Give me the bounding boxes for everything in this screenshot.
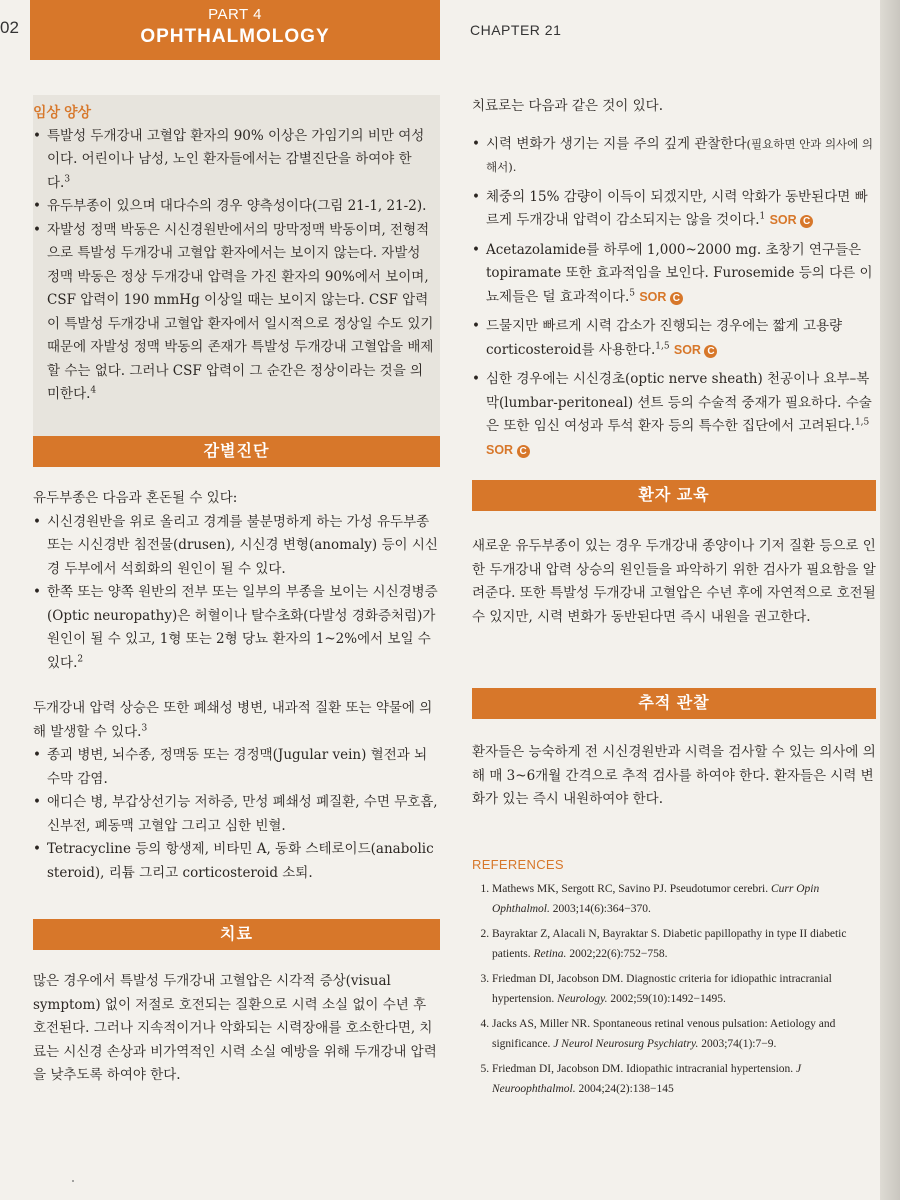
differential-section: [33, 436, 440, 885]
references-heading: REFERENCES: [472, 857, 564, 872]
list-item: • 종괴 병변, 뇌수종, 정맥동 또는 경정맥(Jugular vein) 혈전과 뇌수막 감염.: [33, 744, 440, 791]
clinical-features-list: [33, 125, 434, 407]
treatment-continued: [472, 95, 876, 468]
followup-banner: 추적 관찰: [472, 688, 876, 719]
followup-section: [472, 688, 876, 812]
list-item: • Tetracycline 등의 항생제, 비타민 A, 동화 스테로이드(anabolic steroid), 리튬 그리고 corticosteroid 소퇴.: [33, 838, 440, 885]
treatment-banner: 치료: [33, 919, 440, 950]
list-item: • 드물지만 빠르게 시력 감소가 진행되는 경우에는 짧게 고용량 corticosteroid를 사용한다.$^{1,5}$ SOR C: [472, 315, 876, 362]
treatment-text: 많은 경우에서 특발성 두개강내 고혈압은 시각적 증상(visual symptom) 없이 저절로 호전되는 질환으로 시력 소실 없이 수년 후 호전된다. 그러나 지속적이거나 악화되는 시력장애를 호소한다면, 치료는 시신경 손상과 비가역적인 시력 소실 예방을 위해 두개강내 압력을 낮추도록 하여야 한다.: [33, 973, 437, 1083]
sor-badge: SOR C: [486, 443, 530, 457]
references-section: [472, 853, 876, 1104]
treatment-intro: 치료로는 다음과 같은 것이 있다.: [472, 98, 663, 114]
causes-list: [33, 744, 440, 885]
differential-para2: 두개강내 압력 상승은 또한 폐쇄성 병변, 내과적 질환 또는 약물에 의해 발생할 수 있다.$^3$: [33, 700, 433, 740]
left-column: [33, 95, 440, 437]
sor-badge: SOR C: [674, 343, 718, 357]
part-label: PART 4: [208, 6, 262, 23]
list-item: • 체중의 15% 감량이 이득이 되겠지만, 시력 악화가 동반된다면 빠르게 두개강내 압력이 감소되지는 않을 것이다.$^1$ SOR C: [472, 186, 876, 233]
part-banner: [30, 0, 440, 60]
page-number: 02: [0, 18, 19, 37]
clinical-features-heading: 임상 양상: [33, 104, 91, 120]
reference-item: 3. Friedman DI, Jacobson DM. Diagnostic criteria for idiopathic intracranial hypertension. Neurology. 2002;59(10):1492−1495.: [492, 969, 876, 1010]
references-list: [472, 879, 876, 1100]
reference-item: 2. Bayraktar Z, Alacali N, Bayraktar S. Diabetic papillopathy in type II diabetic patients. Retina. 2002;22(6):752−758.: [492, 924, 876, 965]
list-item: • 특발성 두개강내 고혈압 환자의 90% 이상은 가임기의 비만 여성이다. 어린이나 남성, 노인 환자들에서는 감별진단을 하여야 한다.$^3$: [33, 125, 434, 196]
education-section: [472, 480, 876, 629]
differential-banner: 감별진단: [33, 436, 440, 467]
list-item: • 시력 변화가 생기는 지를 주의 깊게 관찰한다(필요하면 안과 의사에 의해서).: [472, 133, 876, 180]
reference-item: 1. Mathews MK, Sergott RC, Savino PJ. Pseudotumor cerebri. Curr Opin Ophthalmol. 2003;14(6):364−370.: [492, 879, 876, 920]
part-title: OPHTHALMOLOGY: [140, 26, 330, 47]
sor-grade-icon: C: [517, 445, 530, 458]
followup-text: 환자들은 능숙하게 전 시신경원반과 시력을 검사할 수 있는 의사에 의해 매 3~6개월 간격으로 추적 검사를 하여야 한다. 환자들은 시력 변화가 있는 즉시 내원하여야 한다.: [472, 744, 876, 807]
chapter-label: CHAPTER 21: [470, 22, 562, 38]
differential-list: [33, 511, 440, 676]
list-item: • 애디슨 병, 부갑상선기능 저하증, 만성 폐쇄성 폐질환, 수면 무호흡, 신부전, 폐동맥 고혈압 그리고 심한 빈혈.: [33, 791, 440, 838]
list-item: • 한쪽 또는 양쪽 원반의 전부 또는 일부의 부종을 보이는 시신경병증(Optic neuropathy)은 허혈이나 탈수초화(다발성 경화증처럼)가 원인이 될 수 있고, 1형 또는 2형 당뇨 환자의 1~2%에서 보일 수 있다.$^2$: [33, 581, 440, 675]
list-item: • Acetazolamide를 하루에 1,000~2000 mg. 초창기 연구들은 topiramate 또한 효과적임을 보인다. Furosemide 등의 다른 이뇨제들은 덜 효과적이다.$^5$ SOR C: [472, 239, 876, 310]
sor-badge: SOR C: [639, 290, 683, 304]
list-item: • 자발성 정맥 박동은 시신경원반에서의 망막정맥 박동이며, 전형적으로 특발성 두개강내 고혈압 환자에서는 보이지 않는다. 자발성 정맥 박동은 정상 두개강내 압력을 가진 환자의 90%에서 보이며, CSF 압력이 190 mmHg 이상일 때는 보이지 않는다. CSF 압력이 특발성 두개강내 고혈압 환자에서 일시적으로 정상일 수도 있기 때문에 자발성 정맥 박동의 존재가 특발성 두개강내 고혈압을 배제할 수는 없다. 그러나 CSF 압력이 그 순간은 정상이라는 것을 의미한다.$^4$: [33, 219, 434, 407]
list-item: • 유두부종이 있으며 대다수의 경우 양측성이다(그림 21-1, 21-2).: [33, 195, 434, 219]
treatment-section: [33, 919, 440, 1088]
list-item: • 시신경원반을 위로 올리고 경계를 불분명하게 하는 가성 유두부종 또는 시신경반 침전물(drusen), 시신경 변형(anomaly) 등이 시신경 두부에서 석회화의 원인이 될 수 있다.: [33, 511, 440, 582]
reference-item: 4. Jacks AS, Miller NR. Spontaneous retinal venous pulsation: Aetiology and significance. J Neurol Neurosurg Psychiatry. 2003;74(1):7−9.: [492, 1014, 876, 1055]
page-speck: [72, 1180, 74, 1182]
sor-grade-icon: C: [704, 345, 717, 358]
page-gutter-shadow: [880, 0, 900, 1200]
sor-grade-icon: C: [670, 292, 683, 305]
differential-intro: 유두부종은 다음과 혼돈될 수 있다:: [33, 490, 238, 506]
sor-grade-icon: C: [800, 215, 813, 228]
education-banner: 환자 교육: [472, 480, 876, 511]
education-text: 새로운 유두부종이 있는 경우 두개강내 종양이나 기저 질환 등으로 인한 두개강내 압력 상승의 원인들을 파악하기 위한 검사가 필요함을 알려준다. 또한 특발성 두개강내 고혈압은 수년 후에 자연적으로 호전될 수 있지만, 시력 변화가 동반된다면 즉시 내원을 권고한다.: [472, 538, 876, 625]
treatment-list: [472, 133, 876, 463]
list-item: • 심한 경우에는 시신경초(optic nerve sheath) 천공이나 요부–복막(lumbar-peritoneal) 션트 등의 수술적 중재가 필요하다. 수술은 또한 임신 여성과 투석 환자 등의 특수한 집단에서 고려된다.$^{1,5}$ SOR C: [472, 368, 876, 462]
clinical-features-box: [33, 95, 440, 437]
reference-item: 5. Friedman DI, Jacobson DM. Idiopathic intracranial hypertension. J Neuroophthalmol. 2004;24(2):138−145: [492, 1059, 876, 1100]
sor-badge: SOR C: [770, 213, 814, 227]
